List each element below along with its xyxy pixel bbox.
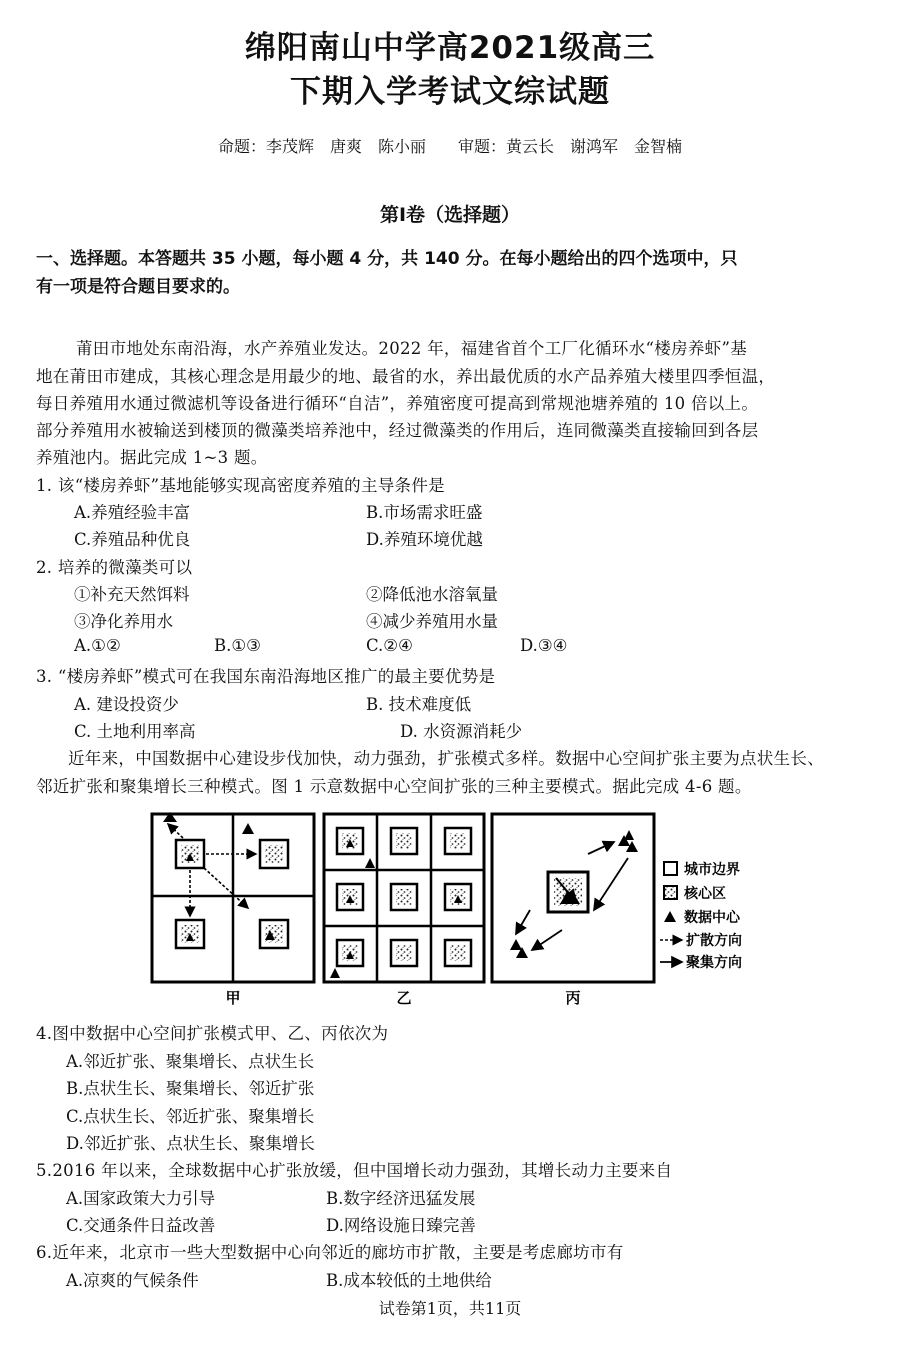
q3-option-b: B. 技术难度低 <box>366 695 472 714</box>
data-center-marker <box>510 939 522 950</box>
q5-option-d: D.网络设施日臻完善 <box>326 1216 476 1235</box>
volume-title: 第Ⅰ卷（选择题） <box>379 204 521 226</box>
diffusion-arrow <box>168 824 183 838</box>
figure-data-center-expansion <box>148 810 770 1010</box>
q3-stem: 3. “楼房养虾”模式可在我国东南沿海地区推广的最主要优势是 <box>36 667 496 686</box>
core-area <box>445 940 471 966</box>
data-center-marker <box>242 823 254 834</box>
panel-label-yi: 乙 <box>396 989 412 1007</box>
q3-option-d: D. 水资源消耗少 <box>400 722 523 741</box>
q2-option-a: A.①② <box>74 636 121 655</box>
panel-bing <box>492 814 654 982</box>
legend-core-swatch <box>664 886 677 899</box>
q6-stem: 6.近年来，北京市一些大型数据中心向邻近的廊坊市扩散，主要是考虑廊坊市有 <box>36 1243 624 1262</box>
q5-option-a: A.国家政策大力引导 <box>66 1189 216 1208</box>
legend-boundary-label: 城市边界 <box>684 862 740 878</box>
data-center-marker <box>330 968 340 978</box>
data-center-marker <box>365 858 375 868</box>
q5-option-c: C.交通条件日益改善 <box>66 1216 216 1235</box>
q3-option-a: A. 建设投资少 <box>74 695 179 714</box>
core-area <box>391 828 417 854</box>
passage1-line: 每日养殖用水通过微滤机等设备进行循环“自洁”，养殖密度可提高到常规池塘养殖的 10 倍以上。 <box>36 394 759 413</box>
passage2-line: 近年来，中国数据中心建设步伐加快，动力强劲，扩张模式多样。数据中心空间扩张主要为点状生长、 <box>68 749 824 768</box>
core-area <box>260 920 288 948</box>
core-area <box>391 940 417 966</box>
instruction-line1: 一、选择题。本答题共 35 小题，每小题 4 分，共 140 分。在每小题给出的四个选项中，只 <box>36 249 738 269</box>
exam-title-line2: 下期入学考试文综试题 <box>290 74 610 110</box>
passage1-line: 养殖池内。据此完成 1~3 题。 <box>36 448 268 467</box>
agglomeration-arrow <box>588 842 614 854</box>
panel-yi <box>324 814 484 982</box>
q3-option-c: C. 土地利用率高 <box>74 722 196 741</box>
q2-option-b: B.①③ <box>214 636 261 655</box>
q2-statement-1: ①补充天然饵料 <box>74 585 190 604</box>
agglomeration-arrow <box>516 910 530 934</box>
legend-datacenter-label: 数据中心 <box>684 910 740 926</box>
instruction-line2: 有一项是符合题目要求的。 <box>36 277 240 297</box>
core-area <box>445 828 471 854</box>
passage1-line: 莆田市地处东南沿海，水产养殖业发达。2022 年，福建省首个工厂化循环水“楼房养虾”基 <box>76 339 748 358</box>
q4-option-b: B.点状生长、聚集增长、邻近扩张 <box>66 1079 315 1098</box>
panel-label-jia: 甲 <box>225 989 241 1007</box>
data-center-marker <box>624 830 634 840</box>
diffusion-arrow <box>204 868 248 908</box>
q1-option-b: B.市场需求旺盛 <box>366 503 483 522</box>
q4-option-c: C.点状生长、邻近扩张、聚集增长 <box>66 1107 315 1126</box>
legend-boundary-swatch <box>664 862 677 875</box>
credits-line: 命题：李茂辉 唐爽 陈小丽 审题：黄云长 谢鸿军 金智楠 <box>217 137 682 156</box>
core-area <box>391 884 417 910</box>
legend-diffusion-label: 扩散方向 <box>686 933 742 949</box>
figure-legend <box>660 861 742 971</box>
q2-statement-4: ④减少养殖用水量 <box>366 612 498 631</box>
q2-option-c: C.②④ <box>366 636 413 655</box>
q5-stem: 5.2016 年以来，全球数据中心扩张放缓，但中国增长动力强劲，其增长动力主要来自 <box>36 1161 673 1180</box>
exam-title-line1: 绵阳南山中学高2021级高三 <box>244 30 656 66</box>
q6-option-a: A.凉爽的气候条件 <box>66 1271 199 1290</box>
panel-label-bing: 丙 <box>565 989 581 1007</box>
page-footer: 试卷第1页，共11页 <box>378 1299 522 1318</box>
q4-stem: 4.图中数据中心空间扩张模式甲、乙、丙依次为 <box>36 1024 389 1043</box>
q1-option-d: D.养殖环境优越 <box>366 530 483 549</box>
passage2-line: 邻近扩张和聚集增长三种模式。图 1 示意数据中心空间扩张的三种主要模式。据此完成 4-6 题。 <box>36 777 752 796</box>
q1-option-c: C.养殖品种优良 <box>74 530 191 549</box>
legend-core-label: 核心区 <box>684 886 726 902</box>
agglomeration-arrow <box>532 930 562 950</box>
q1-stem: 1. 该“楼房养虾”基地能够实现高密度养殖的主导条件是 <box>36 476 445 495</box>
core-area <box>176 920 204 948</box>
passage1-line: 部分养殖用水被输送到楼顶的微藻类培养池中，经过微藻类的作用后，连同微藻类直接输回到各层 <box>36 421 759 440</box>
core-area <box>445 884 471 910</box>
q5-option-b: B.数字经济迅猛发展 <box>326 1189 476 1208</box>
q2-statement-3: ③净化养用水 <box>74 612 173 631</box>
q2-option-d: D.③④ <box>520 636 568 655</box>
core-area <box>176 840 204 868</box>
core-area <box>337 828 363 854</box>
agglomeration-arrow <box>594 858 628 910</box>
panel-jia <box>152 812 314 982</box>
q1-option-a: A.养殖经验丰富 <box>74 503 191 522</box>
passage1-line: 地在莆田市建成，其核心理念是用最少的地、最省的水，养出最优质的水产品养殖大楼里四季恒温， <box>36 367 776 386</box>
q6-option-b: B.成本较低的土地供给 <box>326 1271 492 1290</box>
core-area <box>337 940 363 966</box>
q4-option-a: A.邻近扩张、聚集增长、点状生长 <box>66 1052 315 1071</box>
core-area <box>337 884 363 910</box>
q2-stem: 2. 培养的微藻类可以 <box>36 558 193 577</box>
q4-option-d: D.邻近扩张、点状生长、聚集增长 <box>66 1134 315 1153</box>
legend-datacenter-swatch <box>664 911 676 922</box>
legend-agglomeration-label: 聚集方向 <box>686 955 742 971</box>
q2-statement-2: ②降低池水溶氧量 <box>366 585 498 604</box>
core-area <box>260 840 288 868</box>
